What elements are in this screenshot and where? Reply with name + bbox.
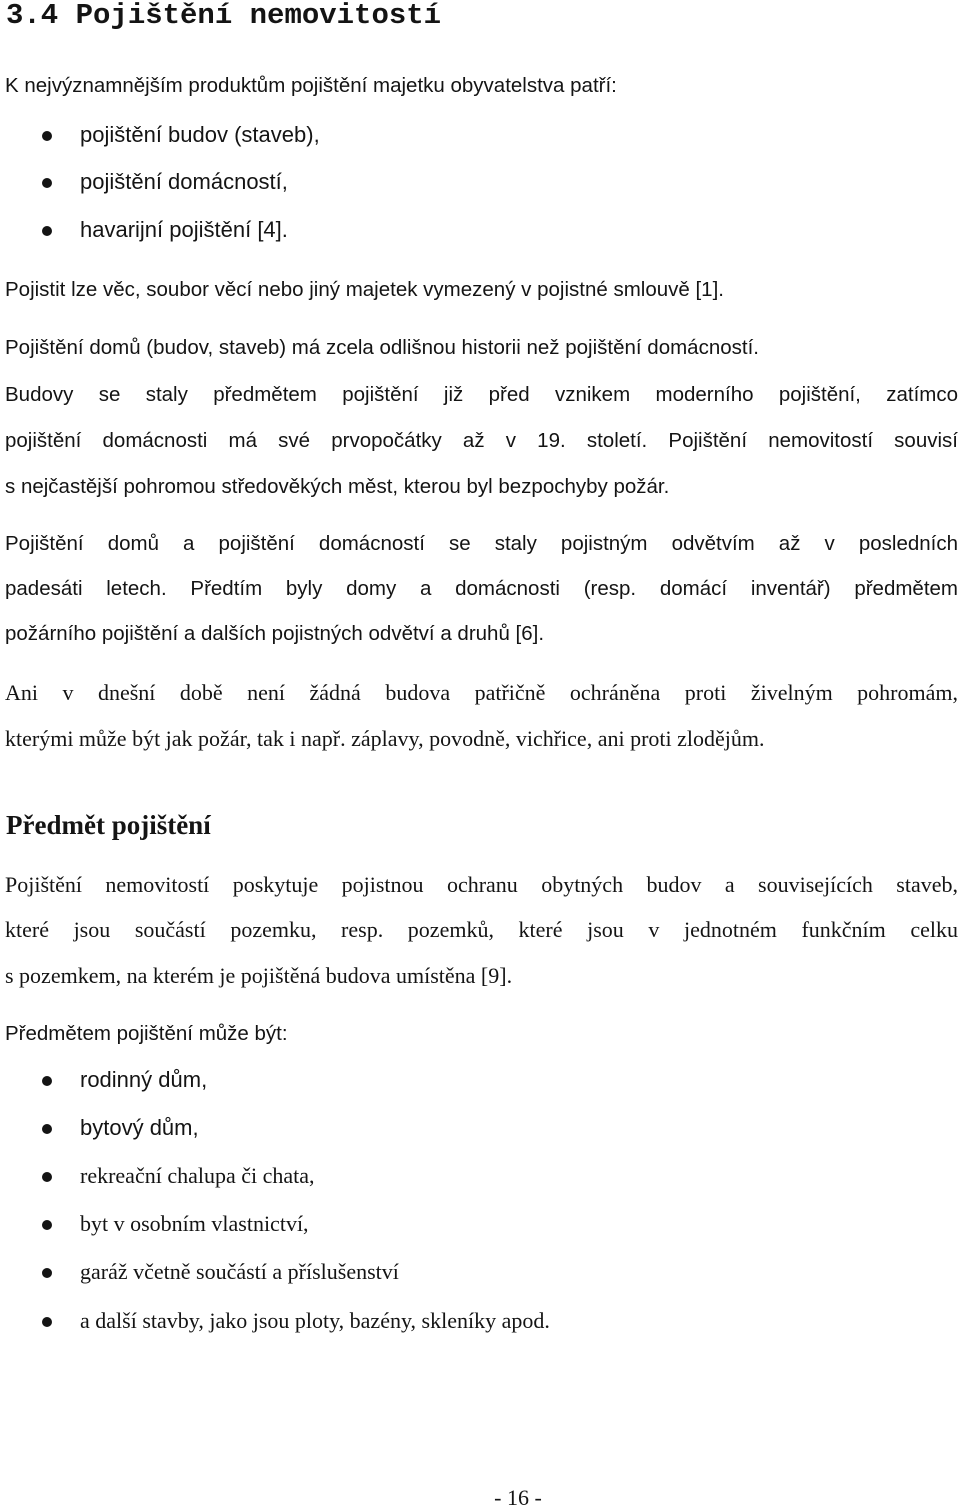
bullet-icon [42, 1124, 52, 1134]
list-item: havarijní pojištění [4]. [80, 217, 288, 242]
list-item: pojištění budov (staveb), [80, 122, 320, 147]
page-number: - 16 - [494, 1485, 542, 1510]
paragraph-4-line: kterými může být jak požár, tak i např. záplavy, povodně, vichřice, ani proti zlodějům. [5, 726, 765, 751]
list-item: bytový dům, [80, 1115, 199, 1140]
paragraph-6: Předmětem pojištění může být: [5, 1022, 288, 1045]
subsection-heading: Předmět pojištění [6, 810, 211, 840]
paragraph-1: Pojistit lze věc, soubor věcí nebo jiný majetek vymezený v pojistné smlouvě [1]. [5, 278, 724, 301]
bullet-icon [42, 1268, 52, 1278]
bullet-icon [42, 1220, 52, 1230]
paragraph-2-line: pojištění domácnosti má své prvopočátky až v 19. století. Pojištění nemovitostí souvisí [5, 429, 958, 452]
paragraph-3-line: Pojištění domů a pojištění domácností se staly pojistným odvětvím až v posledních [5, 532, 958, 555]
bullet-icon [42, 1317, 52, 1327]
bullet-icon [42, 178, 52, 188]
paragraph-5-line: Pojištění nemovitostí poskytuje pojistnou ochranu obytných budov a souvisejících staveb, [5, 872, 958, 897]
list-item: rodinný dům, [80, 1067, 208, 1092]
list-item: pojištění domácností, [80, 169, 288, 194]
bullet-icon [42, 131, 52, 141]
paragraph-4-line: Ani v dnešní době není žádná budova patřičně ochráněna proti živelným pohromám, [5, 680, 958, 705]
list-item: rekreační chalupa či chata, [80, 1163, 315, 1188]
paragraph-3-line: padesáti letech. Předtím byly domy a domácnosti (resp. domácí inventář) předmětem [5, 577, 958, 600]
paragraph-2-line: s nejčastější pohromou středověkých měst, kterou byl bezpochyby požár. [5, 475, 670, 498]
paragraph-5-line: s pozemkem, na kterém je pojištěná budova umístěna [9]. [5, 963, 513, 988]
list-item: garáž včetně součástí a příslušenství [80, 1259, 399, 1284]
paragraph-2-line: Budovy se staly předmětem pojištění již před vznikem moderního pojištění, zatímco [5, 383, 958, 406]
section-heading: 3.4 Pojištění nemovitostí [6, 0, 442, 32]
list-item: a další stavby, jako jsou ploty, bazény, skleníky apod. [80, 1308, 550, 1333]
bullet-icon [42, 1076, 52, 1086]
list-item: byt v osobním vlastnictví, [80, 1211, 309, 1236]
intro-text: K nejvýznamnějším produktům pojištění majetku obyvatelstva patří: [5, 74, 617, 97]
bullet-icon [42, 226, 52, 236]
paragraph-2-line: Pojištění domů (budov, staveb) má zcela odlišnou historii než pojištění domácností. [5, 336, 759, 359]
bullet-icon [42, 1172, 52, 1182]
paragraph-3-line: požárního pojištění a dalších pojistných odvětví a druhů [6]. [5, 622, 545, 645]
paragraph-5-line: které jsou součástí pozemku, resp. pozemků, které jsou v jednotném funkčním celku [5, 917, 958, 942]
